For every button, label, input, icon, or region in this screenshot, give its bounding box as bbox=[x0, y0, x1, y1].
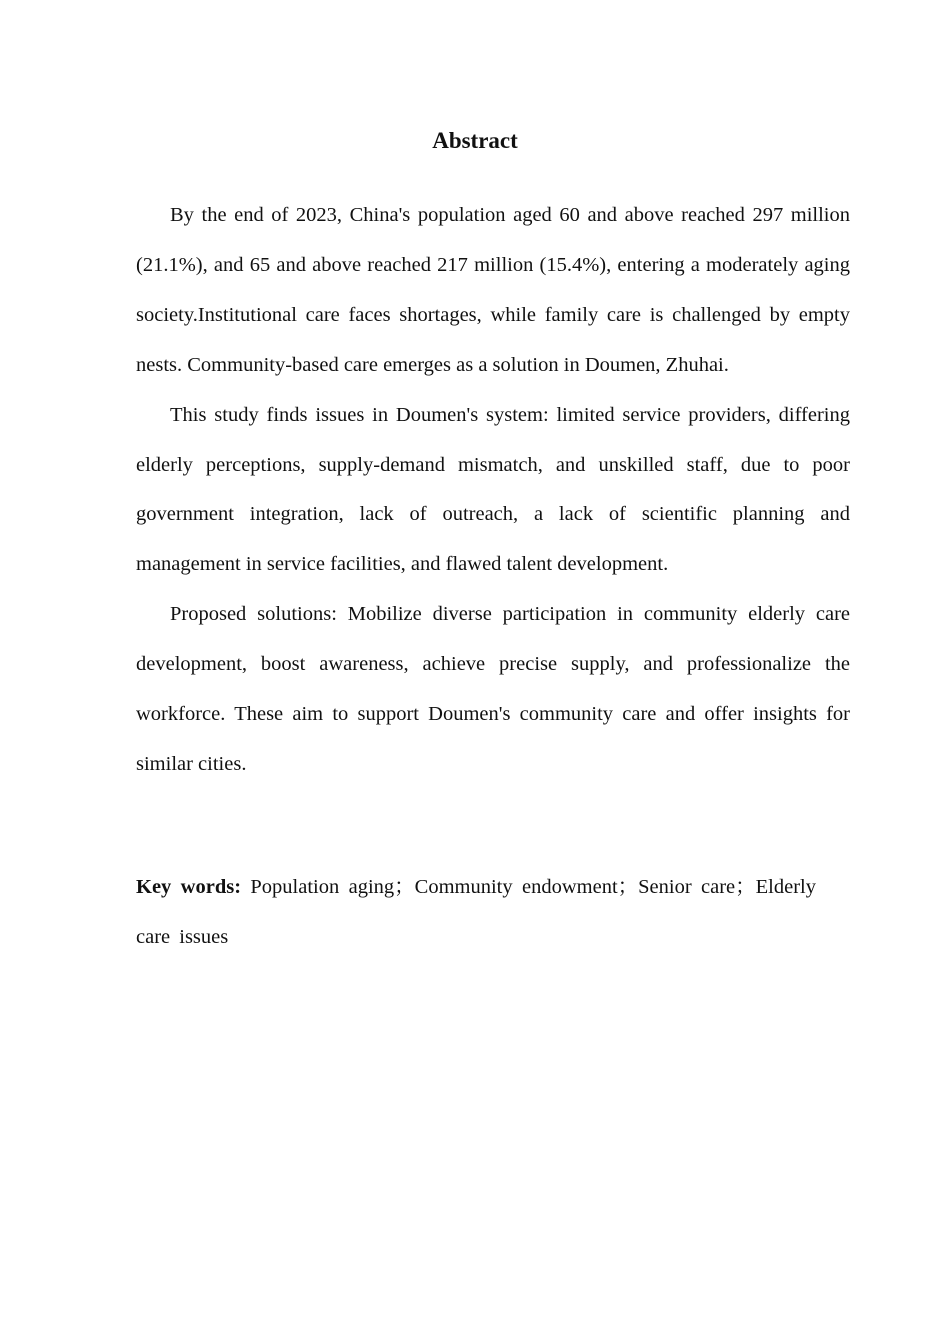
abstract-title: Abstract bbox=[432, 128, 518, 153]
abstract-paragraph-3: Proposed solutions: Mobilize diverse participation in community elderly care development, boost awareness, achieve precise supply, and professionalize the workforce. These aim to support Doumen's community care and offer insights for similar cities. bbox=[136, 603, 850, 775]
abstract-paragraph-1: By the end of 2023, China's population aged 60 and above reached 297 million (21.1%), and 65 and above reached 217 million (15.4%), entering a moderately aging society.Institutional care faces shortages, while family care is challenged by empty nests. Community-based care emerges as a solution in Doumen, Zhuhai. bbox=[136, 204, 850, 376]
abstract-body bbox=[136, 191, 850, 790]
keywords-line bbox=[136, 863, 816, 962]
keywords-text: Population aging；Community endowment；Senior care；Elderly care issues bbox=[136, 876, 816, 948]
abstract-paragraph-2: This study finds issues in Doumen's system: limited service providers, differing elderly perceptions, supply-demand mismatch, and unskilled staff, due to poor government integration, lack of outreach, a lack of scientific planning and management in service facilities, and flawed talent development. bbox=[136, 403, 850, 576]
keywords-label: Key words: bbox=[136, 876, 242, 898]
